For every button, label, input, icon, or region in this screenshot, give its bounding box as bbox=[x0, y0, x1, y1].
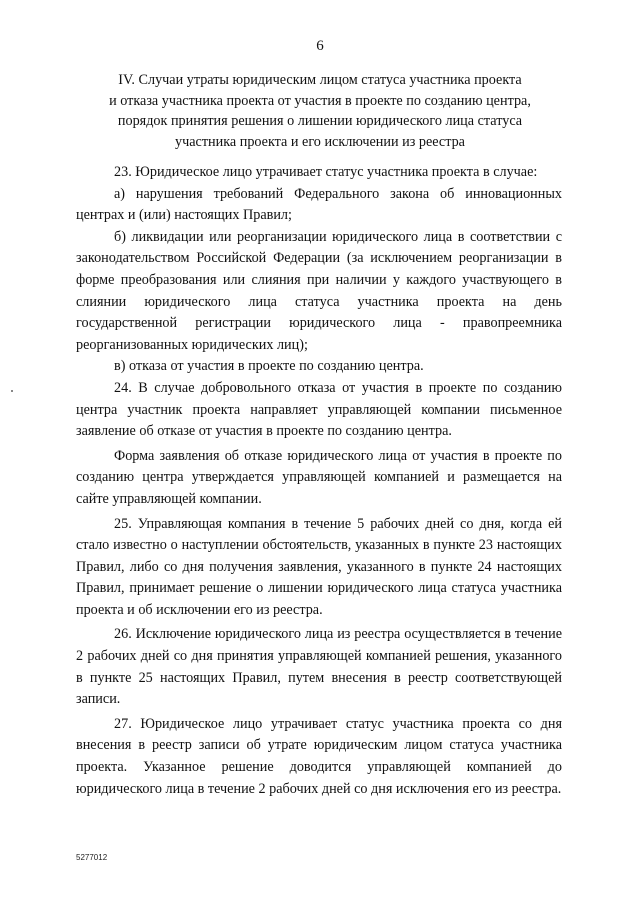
paragraph-23: 23. Юридическое лицо утрачивает статус участника проекта в случае: bbox=[114, 164, 538, 180]
paragraph-24-form: Форма заявления об отказе юридического лица от участия в проекте по созданию центра утверждается управляющей компанией и размещается на сайте управляющей компании. bbox=[76, 447, 562, 507]
heading-line: участника проекта и его исключении из реестра bbox=[175, 133, 465, 150]
scan-margin-mark bbox=[11, 390, 13, 392]
paragraph-23-v: в) отказа от участия в проекте по созданию центра. bbox=[114, 358, 424, 375]
heading-line: порядок принятия решения о лишении юридического лица статуса bbox=[117, 113, 523, 129]
body-text bbox=[76, 162, 562, 800]
page-number: 6 bbox=[316, 38, 324, 54]
paragraph-26: 26. Исключение юридического лица из реестра осуществляется в течение 2 рабочих дней со дня принятия управляющей компанией решения, указанного в пункте 25 настоящих Правил, путем внесения в реестр соответствующей записи. bbox=[76, 626, 562, 708]
paragraph-27: 27. Юридическое лицо утрачивает статус участника проекта со дня внесения в реестр записи об утрате юридическим лицом статуса участника проекта. Указанное решение доводится управляющей компанией до юридического лица в течение 2 рабочих дней со дня исключения его из реестра. bbox=[76, 715, 562, 797]
paragraph-23-b: б) ликвидации или реорганизации юридического лица в соответствии с законодательством Российской Федерации (за исключением реорганизации в форме преобразования или слияния при наличии у каждого участвующего в слиянии юридического лица статуса участника проекта на день государственной регистрации юридического лица - правопреемника реорганизованных юридических лиц); bbox=[76, 228, 562, 353]
heading-line: и отказа участника проекта от участия в проекте по созданию центра, bbox=[109, 92, 531, 109]
document-code: 5277012 bbox=[76, 853, 108, 862]
heading-line: IV. Случаи утраты юридическим лицом статуса участника проекта bbox=[118, 72, 522, 88]
paragraph-24: 24. В случае добровольного отказа от участия в проекте по созданию центра участник проекта направляет управляющей компании письменное заявление об отказе от участия в проекте по созданию центра. bbox=[76, 379, 562, 440]
paragraph-23-a: а) нарушения требований Федерального закона об инновационных центрах и (или) настоящих Правил; bbox=[76, 185, 562, 224]
section-heading bbox=[70, 70, 570, 152]
paragraph-25: 25. Управляющая компания в течение 5 рабочих дней со дня, когда ей стало известно о наступлении обстоятельств, указанных в пункте 23 настоящих Правил, либо со дня получения заявления, указанного в пункте 24 настоящих Правил, принимает решение о лишении юридического лица статуса участника проекта и об исключении его из реестра. bbox=[76, 515, 562, 618]
